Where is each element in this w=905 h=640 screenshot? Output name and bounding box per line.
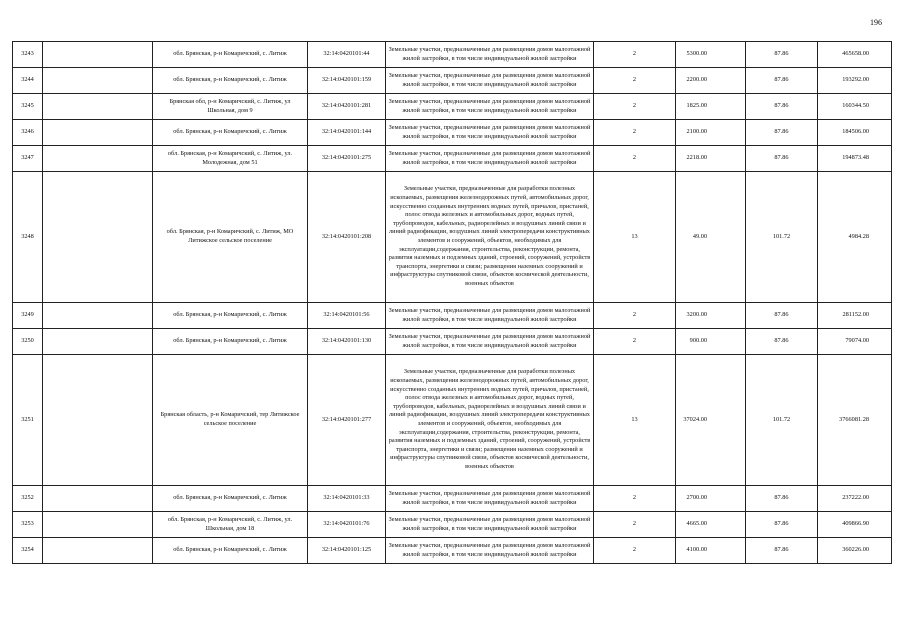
address-cell: обл. Брянская, р-н Комаричский, с. Литиж <box>153 68 308 94</box>
area-cell: 2218.00 <box>676 146 746 172</box>
table-row <box>13 329 892 355</box>
cadastral-number-cell: 32:14:0420101:125 <box>308 538 386 564</box>
cadastral-number-cell: 32:14:0420101:281 <box>308 94 386 120</box>
row-number: 3252 <box>13 486 43 512</box>
row-number: 3245 <box>13 94 43 120</box>
land-use-cell: Земельные участки, предназначенные для размещения домов малоэтажной жилой застройки, в том числе индивидуальной жилой застройки <box>386 512 594 538</box>
table-row <box>13 94 892 120</box>
address-cell: обл. Брянская, р-н Комаричский, с. Литиж <box>153 538 308 564</box>
area-cell: 2100.00 <box>676 120 746 146</box>
empty-cell <box>43 94 153 120</box>
land-use-cell: Земельные участки, предназначенные для размещения домов малоэтажной жилой застройки, в том числе индивидуальной жилой застройки <box>386 94 594 120</box>
land-use-cell: Земельные участки, предназначенные для размещения домов малоэтажной жилой застройки, в том числе индивидуальной жилой застройки <box>386 68 594 94</box>
empty-cell <box>43 329 153 355</box>
table-row <box>13 538 892 564</box>
address-cell: обл. Брянская, р-н Комаричский, с. Литиж, ул. Молодежная, дом 51 <box>153 146 308 172</box>
cadastral-value-table <box>12 41 892 564</box>
empty-cell <box>43 42 153 68</box>
table-row <box>13 355 892 486</box>
cadastral-number-cell: 32:14:0420101:33 <box>308 486 386 512</box>
cadastral-number-cell: 32:14:0420101:208 <box>308 172 386 303</box>
land-use-cell: Земельные участки, предназначенные для размещения домов малоэтажной жилой застройки, в том числе индивидуальной жилой застройки <box>386 146 594 172</box>
rate-cell: 87.86 <box>746 303 818 329</box>
cadastral-value-cell: 160344.50 <box>818 94 892 120</box>
empty-cell <box>43 355 153 486</box>
rate-cell: 87.86 <box>746 512 818 538</box>
use-code-cell: 2 <box>594 512 676 538</box>
area-cell: 5300.00 <box>676 42 746 68</box>
row-number: 3248 <box>13 172 43 303</box>
cadastral-number-cell: 32:14:0420101:56 <box>308 303 386 329</box>
empty-cell <box>43 172 153 303</box>
rate-cell: 87.86 <box>746 120 818 146</box>
use-code-cell: 13 <box>594 355 676 486</box>
area-cell: 37024.00 <box>676 355 746 486</box>
rate-cell: 101.72 <box>746 355 818 486</box>
area-cell: 4665.00 <box>676 512 746 538</box>
empty-cell <box>43 512 153 538</box>
use-code-cell: 2 <box>594 42 676 68</box>
land-use-cell: Земельные участки, предназначенные для размещения домов малоэтажной жилой застройки, в том числе индивидуальной жилой застройки <box>386 42 594 68</box>
empty-cell <box>43 120 153 146</box>
row-number: 3250 <box>13 329 43 355</box>
row-number: 3247 <box>13 146 43 172</box>
land-use-cell: Земельные участки, предназначенные для размещения домов малоэтажной жилой застройки, в том числе индивидуальной жилой застройки <box>386 486 594 512</box>
cadastral-number-cell: 32:14:0420101:277 <box>308 355 386 486</box>
cadastral-value-cell: 465658.00 <box>818 42 892 68</box>
row-number: 3246 <box>13 120 43 146</box>
rate-cell: 87.86 <box>746 42 818 68</box>
table-row <box>13 512 892 538</box>
cadastral-value-cell: 194873.48 <box>818 146 892 172</box>
address-cell: обл. Брянская, р-н Комаричский, с. Литиж <box>153 303 308 329</box>
row-number: 3251 <box>13 355 43 486</box>
cadastral-value-cell: 237222.00 <box>818 486 892 512</box>
row-number: 3253 <box>13 512 43 538</box>
rate-cell: 87.86 <box>746 329 818 355</box>
land-use-cell: Земельные участки, предназначенные для размещения домов малоэтажной жилой застройки, в том числе индивидуальной жилой застройки <box>386 538 594 564</box>
cadastral-number-cell: 32:14:0420101:44 <box>308 42 386 68</box>
cadastral-number-cell: 32:14:0420101:275 <box>308 146 386 172</box>
empty-cell <box>43 538 153 564</box>
table-row <box>13 120 892 146</box>
row-number: 3249 <box>13 303 43 329</box>
empty-cell <box>43 486 153 512</box>
cadastral-value-cell: 184506.00 <box>818 120 892 146</box>
row-number: 3244 <box>13 68 43 94</box>
table-row <box>13 486 892 512</box>
area-cell: 1825.00 <box>676 94 746 120</box>
area-cell: 4100.00 <box>676 538 746 564</box>
area-cell: 2700.00 <box>676 486 746 512</box>
row-number: 3243 <box>13 42 43 68</box>
address-cell: обл. Брянская, р-н Комаричский, с. Литиж, МО Литижское сельское поселение <box>153 172 308 303</box>
cadastral-value-cell: 4984.28 <box>818 172 892 303</box>
land-use-cell: Земельные участки, предназначенные для разработки полезных ископаемых, размещения железнодорожных путей, автомобильных дорог, искусственно созданных внутренних водных путей, причалов, пристаней, полос отвода железных и автомобильных дорог, водных путей, трубопроводов, кабельных, радиорелейных и воздушных линий связи и линий радиофикации, воздушных линий электропередачи конструктивных элементов и сооружений, объектов, необходимых для эксплуатации,содержания, строительства, реконструкции, ремонта, развития наземных и подземных зданий, строений, сооружений, устройств транспорта, энергетики и связи; размещения наземных сооружений и инфраструктуры спутниковой связи, объектов космической деятельности, военных объектов <box>386 172 594 303</box>
cadastral-number-cell: 32:14:0420101:76 <box>308 512 386 538</box>
address-cell: обл. Брянская, р-н Комаричский, с. Литиж <box>153 486 308 512</box>
use-code-cell: 2 <box>594 329 676 355</box>
land-use-cell: Земельные участки, предназначенные для размещения домов малоэтажной жилой застройки, в том числе индивидуальной жилой застройки <box>386 303 594 329</box>
table-row <box>13 303 892 329</box>
cadastral-value-cell: 193292.00 <box>818 68 892 94</box>
address-cell: Брянская обл, р-н Комаричский, с. Литиж, ул Школьная, дом 9 <box>153 94 308 120</box>
address-cell: Брянская область, р-н Комаричский, тер Литижское сельское поселение <box>153 355 308 486</box>
rate-cell: 101.72 <box>746 172 818 303</box>
table-row <box>13 42 892 68</box>
rate-cell: 87.86 <box>746 538 818 564</box>
area-cell: 49.00 <box>676 172 746 303</box>
land-use-cell: Земельные участки, предназначенные для размещения домов малоэтажной жилой застройки, в том числе индивидуальной жилой застройки <box>386 120 594 146</box>
rate-cell: 87.86 <box>746 68 818 94</box>
cadastral-value-cell: 79074.00 <box>818 329 892 355</box>
cadastral-value-cell: 360226.00 <box>818 538 892 564</box>
row-number: 3254 <box>13 538 43 564</box>
area-cell: 3200.00 <box>676 303 746 329</box>
empty-cell <box>43 146 153 172</box>
cadastral-value-cell: 3766081.28 <box>818 355 892 486</box>
table-body <box>13 42 892 564</box>
cadastral-number-cell: 32:14:0420101:130 <box>308 329 386 355</box>
use-code-cell: 2 <box>594 303 676 329</box>
rate-cell: 87.86 <box>746 146 818 172</box>
empty-cell <box>43 303 153 329</box>
cadastral-number-cell: 32:14:0420101:159 <box>308 68 386 94</box>
table-row <box>13 172 892 303</box>
address-cell: обл. Брянская, р-н Комаричский, с. Литиж, ул. Школьная, дом 18 <box>153 512 308 538</box>
use-code-cell: 2 <box>594 68 676 94</box>
area-cell: 2200.00 <box>676 68 746 94</box>
empty-cell <box>43 68 153 94</box>
address-cell: обл. Брянская, р-н Комаричский, с. Литиж <box>153 120 308 146</box>
table-row <box>13 68 892 94</box>
cadastral-value-cell: 281152.00 <box>818 303 892 329</box>
use-code-cell: 2 <box>594 94 676 120</box>
address-cell: обл. Брянская, р-н Комаричский, с. Литиж <box>153 42 308 68</box>
land-use-cell: Земельные участки, предназначенные для размещения домов малоэтажной жилой застройки, в том числе индивидуальной жилой застройки <box>386 329 594 355</box>
table-row <box>13 146 892 172</box>
page-number: 196 <box>870 18 882 27</box>
use-code-cell: 2 <box>594 146 676 172</box>
area-cell: 900.00 <box>676 329 746 355</box>
rate-cell: 87.86 <box>746 94 818 120</box>
use-code-cell: 2 <box>594 120 676 146</box>
cadastral-number-cell: 32:14:0420101:144 <box>308 120 386 146</box>
address-cell: обл. Брянская, р-н Комаричский, с. Литиж <box>153 329 308 355</box>
land-use-cell: Земельные участки, предназначенные для разработки полезных ископаемых, размещения железнодорожных путей, автомобильных дорог, искусственно созданных внутренних водных путей, причалов, пристаней, полос отвода железных и автомобильных дорог, водных путей, трубопроводов, кабельных, радиорелейных и воздушных линий связи и линий радиофикации, воздушных линий электропередачи конструктивных элементов и сооружений, объектов, необходимых для эксплуатации,содержания, строительства, реконструкции, ремонта, развития наземных и подземных зданий, строений, сооружений, устройств транспорта, энергетики и связи; размещения наземных сооружений и инфраструктуры спутниковой связи, объектов космической деятельности, военных объектов <box>386 355 594 486</box>
use-code-cell: 2 <box>594 538 676 564</box>
rate-cell: 87.86 <box>746 486 818 512</box>
use-code-cell: 2 <box>594 486 676 512</box>
use-code-cell: 13 <box>594 172 676 303</box>
cadastral-value-cell: 409866.90 <box>818 512 892 538</box>
